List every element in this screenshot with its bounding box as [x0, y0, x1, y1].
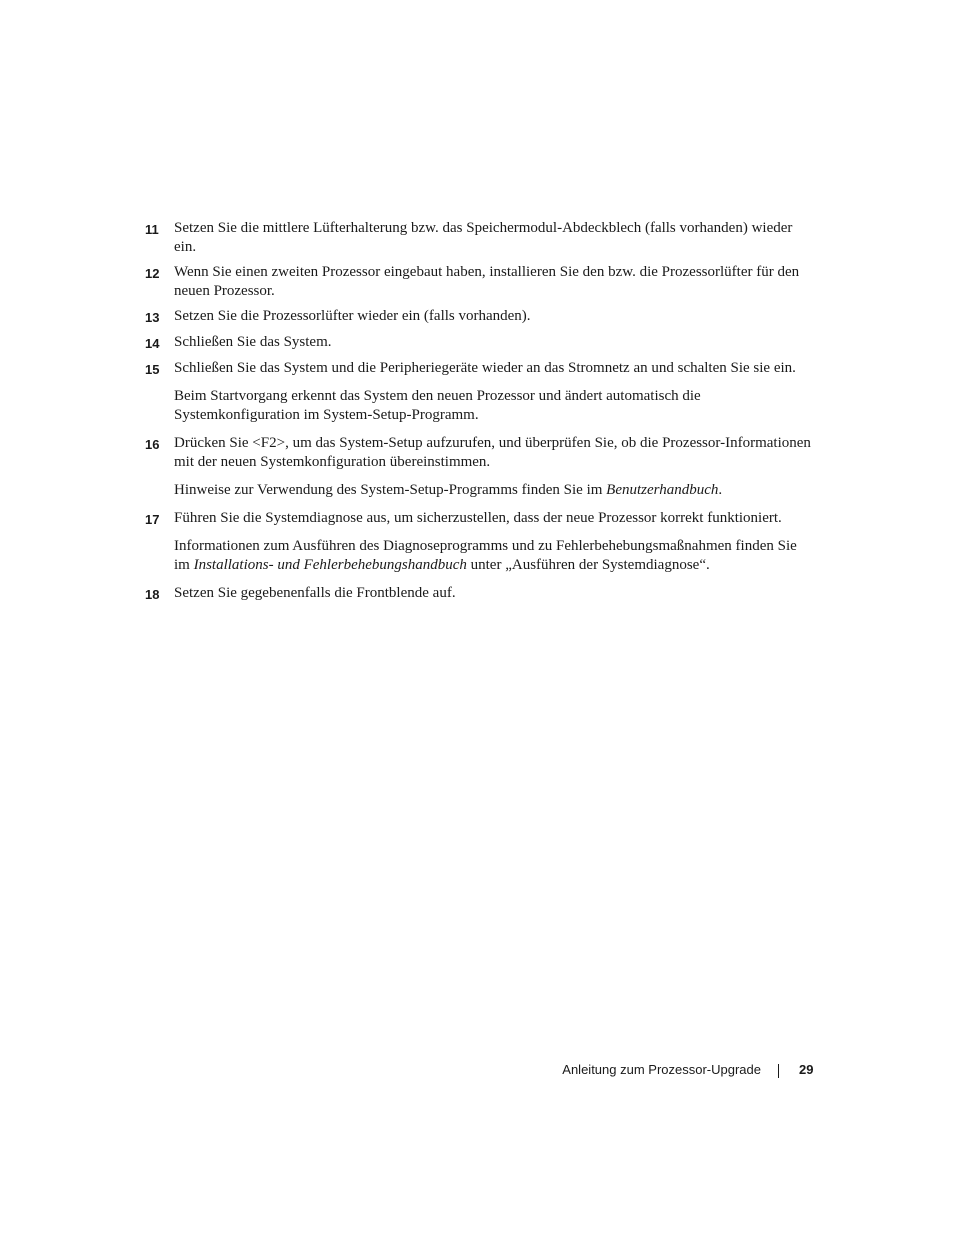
text-run: Drücken Sie <F2>, um das System-Setup aufzurufen, und überprüfen Sie, ob die Prozessor-Informationen mit der neuen Systemkonfiguration übereinstimmen. — [174, 435, 811, 470]
text-run: Informationen zum Ausführen des Diagnoseprogramms und zu Fehlerbehebungsmaßnahmen finden Sie im — [174, 538, 797, 573]
text-run: Wenn Sie einen zweiten Prozessor eingebaut haben, installieren Sie den bzw. die Prozessorlüfter für den neuen Prozessor. — [174, 264, 800, 299]
step-text — [174, 584, 815, 603]
step-body — [174, 333, 815, 352]
footer-title: Anleitung zum Prozessor-Upgrade — [562, 1062, 761, 1077]
step-number: 13 — [145, 310, 160, 325]
step-number: 18 — [145, 587, 160, 602]
step-text — [174, 219, 815, 257]
step-note — [174, 481, 815, 500]
text-run: Schließen Sie das System und die Peripheriegeräte wieder an das Stromnetz an und schalten Sie sie ein. — [174, 360, 796, 376]
page-footer — [0, 1061, 954, 1081]
step-text — [174, 434, 815, 472]
step-text — [174, 509, 815, 528]
step-15 — [145, 359, 815, 425]
text-run: Führen Sie die Systemdiagnose aus, um sicherzustellen, dass der neue Prozessor korrekt funktioniert. — [174, 510, 782, 526]
step-14 — [145, 333, 815, 353]
step-body — [174, 584, 815, 603]
step-text — [174, 359, 815, 378]
step-number: 14 — [145, 336, 160, 351]
step-16 — [145, 434, 815, 500]
footer-separator — [778, 1064, 779, 1078]
text-run: Setzen Sie die mittlere Lüfterhalterung bzw. das Speichermodul-Abdeckblech (falls vorhanden) wieder ein. — [174, 220, 793, 255]
step-17 — [145, 509, 815, 575]
step-note — [174, 537, 815, 575]
procedure-steps — [145, 219, 815, 610]
manual-title: Installations- und Fehlerbehebungshandbuch — [193, 557, 467, 573]
step-body — [174, 509, 815, 575]
step-11 — [145, 219, 815, 257]
step-13 — [145, 307, 815, 327]
text-run: Setzen Sie gegebenenfalls die Frontblende auf. — [174, 585, 456, 601]
step-number: 15 — [145, 362, 160, 377]
step-12 — [145, 263, 815, 301]
step-text — [174, 333, 815, 352]
step-note — [174, 387, 815, 425]
text-run: unter „Ausführen der Systemdiagnose“. — [466, 557, 710, 573]
step-number: 12 — [145, 266, 160, 281]
step-number: 16 — [145, 437, 160, 452]
step-number: 17 — [145, 512, 160, 527]
step-body — [174, 219, 815, 257]
text-run: Setzen Sie die Prozessorlüfter wieder ein (falls vorhanden). — [174, 308, 531, 324]
step-text — [174, 307, 815, 326]
step-text — [174, 263, 815, 301]
text-run: Hinweise zur Verwendung des System-Setup-Programms finden Sie im — [174, 482, 607, 498]
text-run: . — [718, 482, 723, 498]
text-run: Beim Startvorgang erkennt das System den neuen Prozessor und ändert automatisch die Systemkonfiguration im System-Setup-Programm. — [174, 388, 701, 423]
text-run: Schließen Sie das System. — [174, 334, 332, 350]
step-body — [174, 434, 815, 500]
step-number: 11 — [145, 222, 159, 237]
step-body — [174, 359, 815, 425]
page-number: 29 — [799, 1062, 814, 1077]
step-body — [174, 307, 815, 326]
manual-title: Benutzerhandbuch — [606, 482, 719, 498]
step-body — [174, 263, 815, 301]
step-18 — [145, 584, 815, 604]
